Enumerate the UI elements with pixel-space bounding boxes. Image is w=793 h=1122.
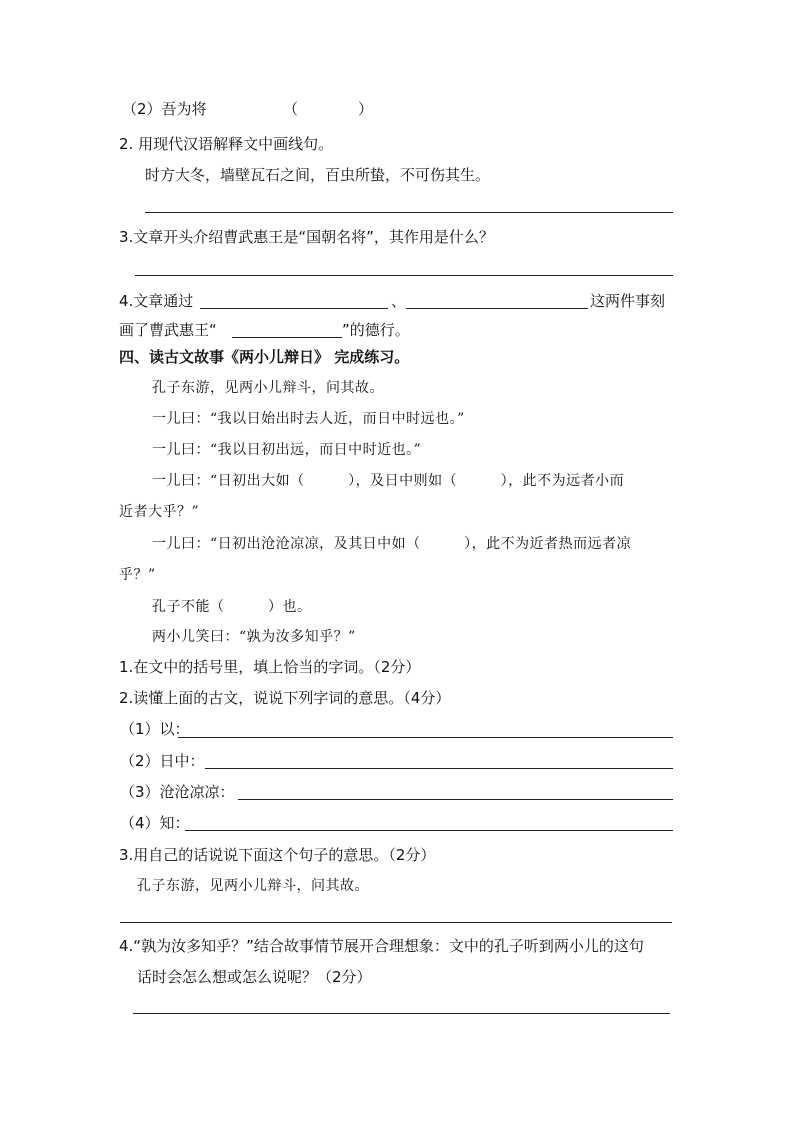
q4-sep: 、 bbox=[391, 292, 407, 310]
passage-p3: 一儿曰：“我以日初出远，而日中时近也。” bbox=[152, 442, 422, 458]
s4-q2-item2-line[interactable] bbox=[205, 768, 673, 769]
passage-p4b: 近者大乎？” bbox=[119, 504, 200, 520]
s4-q2-item3-line[interactable] bbox=[238, 799, 673, 800]
s4-q3-sentence: 孔子东游，见两小儿辩斗，问其故。 bbox=[137, 878, 369, 894]
s4-q2-item3: （3）沧沧凉凉： bbox=[120, 783, 235, 801]
q4-part-a: 4.文章通过 bbox=[119, 292, 194, 310]
q4-blank-3[interactable] bbox=[232, 337, 342, 338]
q3-prompt: 3.文章开头介绍曹武惠王是“国朝名将”，其作用是什么？ bbox=[119, 228, 494, 246]
q4-part-d: ”的德行。 bbox=[342, 321, 410, 339]
q2-sentence: 时方大冬，墙壁瓦石之间，百虫所蛰，不可伤其生。 bbox=[145, 166, 491, 184]
s4-q2-prompt: 2.读懂上面的古文，说说下列字词的意思。（4分） bbox=[119, 689, 451, 707]
passage-p6: 孔子不能（ ）也。 bbox=[152, 599, 312, 615]
s4-q4-answer-line[interactable] bbox=[133, 1013, 670, 1014]
q1-item2-label bbox=[122, 99, 207, 119]
s4-q2-item4-line[interactable] bbox=[185, 830, 673, 831]
s4-q4-line2: 话时会怎么想或怎么说呢？（2分） bbox=[137, 968, 372, 986]
s4-q2-item4: （4）知： bbox=[120, 814, 190, 832]
passage-p7: 两小儿笑曰：“孰为汝多知乎？” bbox=[152, 629, 356, 645]
passage-p5a: 一儿曰：“日初出沧沧凉凉，及其日中如（ ），此不为近者热而远者凉 bbox=[152, 536, 632, 552]
s4-q2-item1-line[interactable] bbox=[178, 737, 673, 738]
q3-answer-line[interactable] bbox=[135, 275, 673, 276]
section4-heading: 四、读古文故事《两小儿辩日》 完成练习。 bbox=[119, 348, 410, 366]
q1-item2-text: （2）吾为将 bbox=[122, 100, 207, 118]
s4-q3-prompt: 3.用自己的话说说下面这个句子的意思。（2分） bbox=[119, 846, 436, 864]
s4-q2-item2: （2）日中： bbox=[120, 752, 205, 770]
s4-q1-prompt: 1.在文中的括号里，填上恰当的字词。（2分） bbox=[119, 658, 421, 676]
q4-part-c: 画了曹武惠王“ bbox=[119, 321, 217, 339]
q4-part-b: 这两件事刻 bbox=[590, 292, 666, 310]
passage-p2: 一儿曰：“我以日始出时去人近，而日中时远也。” bbox=[152, 411, 465, 427]
s4-q3-answer-line[interactable] bbox=[120, 922, 672, 923]
q4-blank-2[interactable] bbox=[406, 308, 588, 309]
s4-q2-item1: （1）以： bbox=[120, 720, 190, 738]
passage-p4a: 一儿曰：“日初出大如（ ），及日中则如（ ），此不为远者小而 bbox=[152, 473, 625, 489]
passage-p5b: 乎？” bbox=[119, 567, 156, 583]
q4-blank-1[interactable] bbox=[200, 308, 388, 309]
q1-item2-paren: （ ） bbox=[283, 100, 374, 118]
q2-prompt: 2. 用现代汉语解释文中画线句。 bbox=[119, 135, 334, 153]
passage-p1: 孔子东游，见两小儿辩斗，问其故。 bbox=[152, 380, 384, 396]
q2-answer-line[interactable] bbox=[145, 212, 673, 213]
s4-q4-line1: 4.“孰为汝多知乎？”结合故事情节展开合理想象：文中的孔子听到两小儿的这句 bbox=[119, 937, 644, 955]
